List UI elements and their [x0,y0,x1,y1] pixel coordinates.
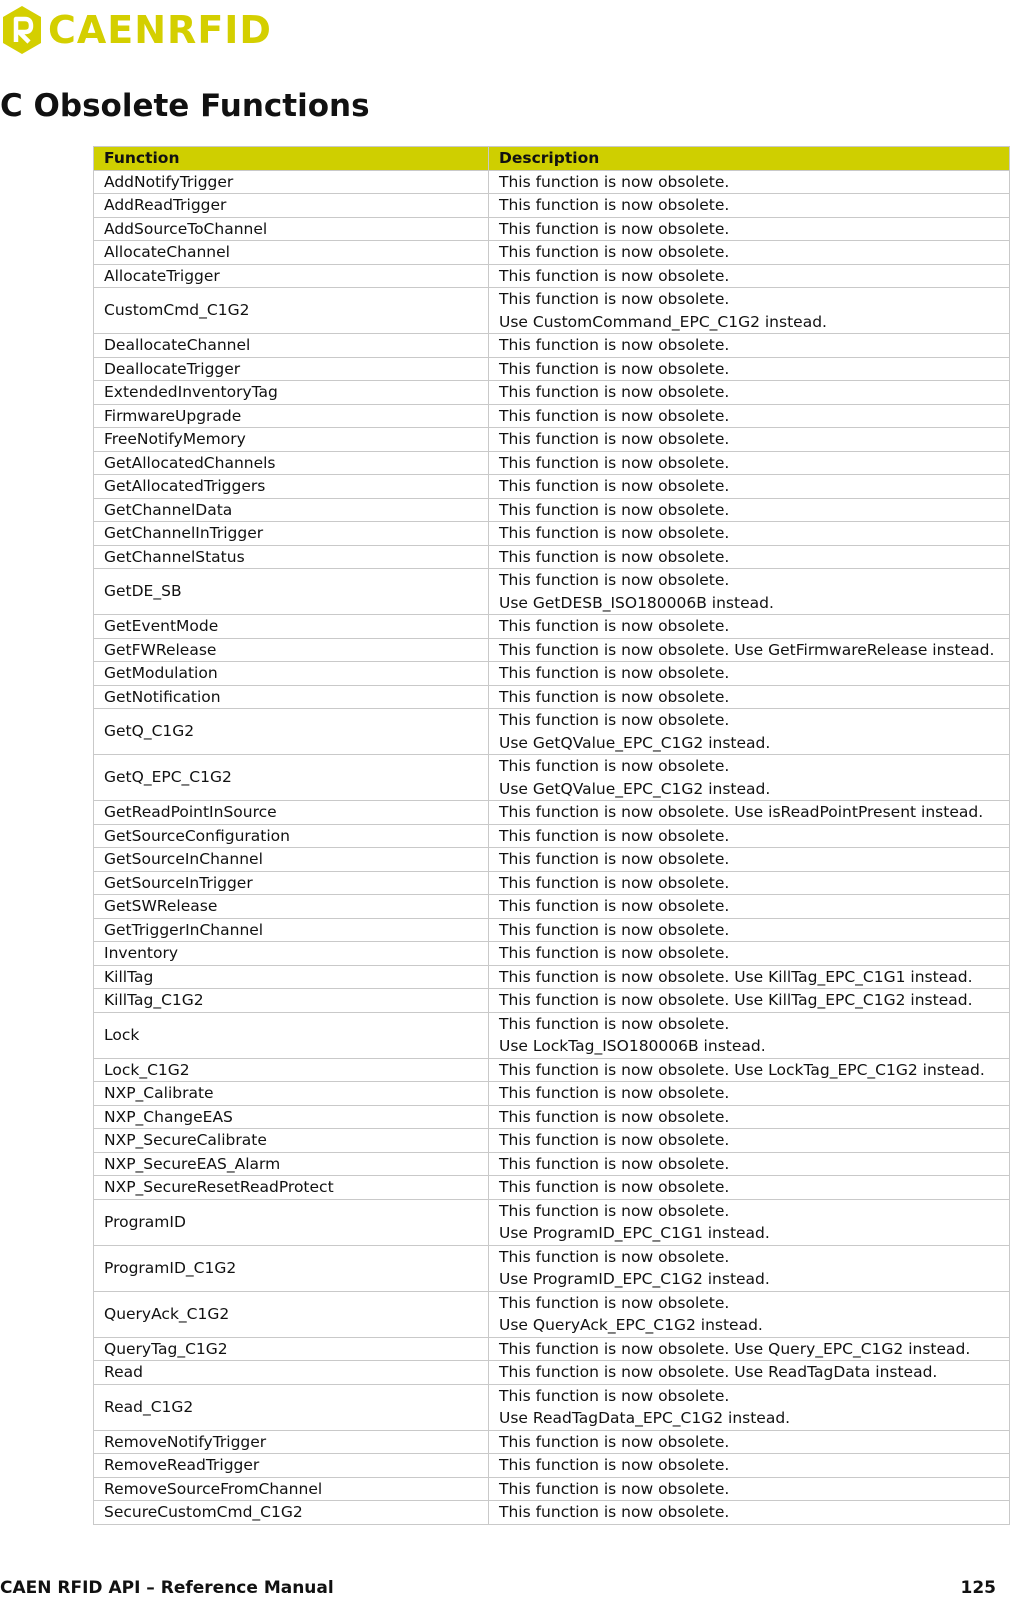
table-row [94,1058,1010,1082]
table-row [94,662,1010,686]
table-row [94,942,1010,966]
function-name-cell: AddNotifyTrigger [94,170,489,194]
table-row [94,451,1010,475]
obsolete-functions-table [93,146,1010,1525]
description-line: This function is now obsolete. [499,336,730,354]
description-cell [489,217,1010,241]
table-header-row [94,147,1010,171]
description-cell [489,1058,1010,1082]
description-cell [489,1337,1010,1361]
table-row [94,194,1010,218]
function-name-cell: DeallocateChannel [94,334,489,358]
table-row [94,241,1010,265]
description-cell [489,871,1010,895]
description-cell [489,381,1010,405]
function-name-cell: GetSWRelease [94,895,489,919]
description-cell [489,170,1010,194]
table-row [94,569,1010,615]
function-name-cell: GetNotification [94,685,489,709]
description-cell [489,1384,1010,1430]
description-cell [489,942,1010,966]
description-cell [489,428,1010,452]
description-cell [489,288,1010,334]
function-name-cell: GetSourceInTrigger [94,871,489,895]
description-line: This function is now obsolete. [499,477,730,495]
description-line: This function is now obsolete. [499,453,730,472]
function-name-cell: GetQ_C1G2 [94,709,489,755]
description-line: This function is now obsolete. [499,571,730,589]
description-line: This function is now obsolete. Use Query_EPC_C1G2 instead. [499,1339,971,1358]
function-name-cell: Lock_C1G2 [94,1058,489,1082]
table-row [94,685,1010,709]
description-line: This function is now obsolete. [499,430,730,448]
function-name-cell: GetFWRelease [94,638,489,662]
table-row [94,989,1010,1013]
column-header-function: Function [94,147,489,171]
description-line: This function is now obsolete. [499,290,730,308]
table-row [94,1291,1010,1337]
description-line: Use GetQValue_EPC_C1G2 instead. [499,779,771,798]
description-line: This function is now obsolete. Use isReadPointPresent instead. [499,803,984,821]
function-name-cell: KillTag [94,965,489,989]
description-cell [489,241,1010,265]
function-name-cell: ExtendedInventoryTag [94,381,489,405]
description-cell [489,1152,1010,1176]
description-line: This function is now obsolete. [499,219,730,238]
table-row [94,1430,1010,1454]
table-row [94,895,1010,919]
function-name-cell: GetTriggerInChannel [94,918,489,942]
description-cell [489,1454,1010,1478]
description-line: This function is now obsolete. [499,1293,730,1312]
table-row [94,801,1010,825]
function-name-cell: GetSourceConfiguration [94,824,489,848]
table-row [94,170,1010,194]
table-row [94,1176,1010,1200]
description-cell [489,848,1010,872]
description-cell [489,1501,1010,1525]
table-row [94,288,1010,334]
description-cell [489,1082,1010,1106]
table-row [94,381,1010,405]
description-line: This function is now obsolete. [499,1154,730,1173]
description-line: This function is now obsolete. [499,1178,730,1196]
column-header-description: Description [489,147,1010,171]
table-row [94,1129,1010,1153]
description-cell [489,918,1010,942]
function-name-cell: Read [94,1361,489,1385]
table-row [94,1012,1010,1058]
description-line: This function is now obsolete. [499,196,730,214]
description-cell [489,334,1010,358]
description-line: Use ProgramID_EPC_C1G2 instead. [499,1270,770,1288]
function-name-cell: AddReadTrigger [94,194,489,218]
description-cell [489,1012,1010,1058]
function-name-cell: GetChannelStatus [94,545,489,569]
function-name-cell: CustomCmd_C1G2 [94,288,489,334]
description-cell [489,824,1010,848]
description-line: This function is now obsolete. [499,1014,730,1033]
description-cell [489,1199,1010,1245]
function-name-cell: GetReadPointInSource [94,801,489,825]
logo-wordmark: CAENRFID [48,8,272,52]
description-line: This function is now obsolete. Use GetFirmwareRelease instead. [499,640,995,659]
function-name-cell: RemoveNotifyTrigger [94,1430,489,1454]
function-name-cell: NXP_ChangeEAS [94,1105,489,1129]
function-name-cell: GetSourceInChannel [94,848,489,872]
function-name-cell: ProgramID_C1G2 [94,1245,489,1291]
table-row [94,1384,1010,1430]
description-cell [489,615,1010,639]
description-cell [489,1361,1010,1385]
table-row [94,918,1010,942]
description-line: This function is now obsolete. [499,617,730,635]
description-cell [489,498,1010,522]
table-row [94,709,1010,755]
description-line: This function is now obsolete. [499,711,730,729]
description-cell [489,801,1010,825]
description-line: Use GetDESB_ISO180006B instead. [499,593,774,612]
description-line: This function is now obsolete. [499,1201,730,1220]
description-cell [489,989,1010,1013]
description-line: This function is now obsolete. [499,920,730,939]
description-line: This function is now obsolete. [499,547,730,566]
description-cell [489,1129,1010,1153]
description-line: This function is now obsolete. [499,1432,730,1451]
description-cell [489,194,1010,218]
function-name-cell: GetChannelData [94,498,489,522]
function-name-cell: AddSourceToChannel [94,217,489,241]
description-cell [489,545,1010,569]
description-line: This function is now obsolete. [499,944,730,962]
description-cell [489,1105,1010,1129]
table-row [94,638,1010,662]
table-row [94,334,1010,358]
table-row [94,1082,1010,1106]
table-row [94,357,1010,381]
description-line: This function is now obsolete. [499,897,730,915]
description-cell [489,1176,1010,1200]
function-name-cell: SecureCustomCmd_C1G2 [94,1501,489,1525]
description-line: This function is now obsolete. [499,172,730,191]
description-line: This function is now obsolete. Use KillTag_EPC_C1G2 instead. [499,991,973,1009]
table-row [94,264,1010,288]
function-name-cell: GetChannelInTrigger [94,522,489,546]
footer-page-number: 125 [960,1578,996,1598]
table-row [94,965,1010,989]
table-row [94,615,1010,639]
function-name-cell: Read_C1G2 [94,1384,489,1430]
description-line: This function is now obsolete. Use KillTag_EPC_C1G1 instead. [499,967,973,986]
description-line: Use LockTag_ISO180006B instead. [499,1037,766,1055]
function-name-cell: NXP_SecureEAS_Alarm [94,1152,489,1176]
description-line: This function is now obsolete. Use LockTag_EPC_C1G2 instead. [499,1060,985,1079]
description-cell [489,1245,1010,1291]
description-cell [489,404,1010,428]
function-name-cell: AllocateChannel [94,241,489,265]
table-row [94,1105,1010,1129]
function-name-cell: Lock [94,1012,489,1058]
table-row [94,1477,1010,1501]
table-row [94,1361,1010,1385]
description-cell [489,1430,1010,1454]
description-line: This function is now obsolete. [499,243,730,261]
description-cell [489,569,1010,615]
function-name-cell: GetDE_SB [94,569,489,615]
table-row [94,1454,1010,1478]
table-row [94,871,1010,895]
description-line: This function is now obsolete. [499,687,730,706]
function-name-cell: FreeNotifyMemory [94,428,489,452]
function-name-cell: NXP_SecureResetReadProtect [94,1176,489,1200]
description-cell [489,475,1010,499]
table-row [94,824,1010,848]
description-cell [489,1291,1010,1337]
table-row [94,755,1010,801]
description-cell [489,895,1010,919]
function-name-cell: FirmwareUpgrade [94,404,489,428]
description-cell [489,755,1010,801]
description-line: Use ProgramID_EPC_C1G1 instead. [499,1224,770,1242]
description-line: This function is now obsolete. [499,664,730,682]
description-line: This function is now obsolete. [499,1131,730,1149]
description-cell [489,709,1010,755]
footer-manual-title: CAEN RFID API – Reference Manual [0,1578,334,1598]
function-name-cell: NXP_Calibrate [94,1082,489,1106]
function-name-cell: QueryTag_C1G2 [94,1337,489,1361]
description-cell [489,685,1010,709]
function-name-cell: GetAllocatedTriggers [94,475,489,499]
caenrfid-logo [0,0,272,60]
table-row [94,475,1010,499]
description-line: This function is now obsolete. [499,1479,730,1498]
description-cell [489,965,1010,989]
description-line: This function is now obsolete. [499,383,730,401]
description-line: This function is now obsolete. [499,1247,730,1266]
description-line: This function is now obsolete. [499,500,730,519]
description-line: Use CustomCommand_EPC_C1G2 instead. [499,312,827,331]
table-row [94,217,1010,241]
description-line: This function is now obsolete. [499,266,730,285]
description-line: This function is now obsolete. [499,406,730,425]
page-title: C Obsolete Functions [0,88,370,124]
description-line: This function is now obsolete. [499,850,730,868]
description-line: Use QueryAck_EPC_C1G2 instead. [499,1316,763,1334]
function-name-cell: GetModulation [94,662,489,686]
description-cell [489,522,1010,546]
table-row [94,404,1010,428]
table-row [94,498,1010,522]
description-line: Use ReadTagData_EPC_C1G2 instead. [499,1409,791,1427]
function-name-cell: RemoveSourceFromChannel [94,1477,489,1501]
description-line: This function is now obsolete. [499,359,730,378]
description-line: This function is now obsolete. [499,1456,730,1474]
table-row [94,522,1010,546]
description-cell [489,638,1010,662]
description-line: This function is now obsolete. [499,826,730,845]
function-name-cell: QueryAck_C1G2 [94,1291,489,1337]
description-cell [489,1477,1010,1501]
description-line: This function is now obsolete. Use ReadTagData instead. [499,1363,938,1381]
description-line: This function is now obsolete. [499,1107,730,1126]
description-line: This function is now obsolete. [499,1386,730,1405]
function-name-cell: ProgramID [94,1199,489,1245]
table-row [94,848,1010,872]
function-name-cell: Inventory [94,942,489,966]
description-line: This function is now obsolete. [499,757,730,775]
function-name-cell: GetQ_EPC_C1G2 [94,755,489,801]
rfid-tag-icon [0,4,44,56]
description-cell [489,264,1010,288]
table-row [94,545,1010,569]
table-row [94,428,1010,452]
table-row [94,1199,1010,1245]
description-line: This function is now obsolete. [499,873,730,892]
description-cell [489,357,1010,381]
function-name-cell: RemoveReadTrigger [94,1454,489,1478]
function-name-cell: KillTag_C1G2 [94,989,489,1013]
description-line: This function is now obsolete. [499,1503,730,1521]
function-name-cell: AllocateTrigger [94,264,489,288]
description-line: This function is now obsolete. [499,1084,730,1102]
table-row [94,1337,1010,1361]
table-row [94,1245,1010,1291]
function-name-cell: GetAllocatedChannels [94,451,489,475]
function-name-cell: NXP_SecureCalibrate [94,1129,489,1153]
description-cell [489,662,1010,686]
table-row [94,1152,1010,1176]
description-line: This function is now obsolete. [499,524,730,542]
description-cell [489,451,1010,475]
table-row [94,1501,1010,1525]
function-name-cell: GetEventMode [94,615,489,639]
function-name-cell: DeallocateTrigger [94,357,489,381]
description-line: Use GetQValue_EPC_C1G2 instead. [499,733,771,752]
